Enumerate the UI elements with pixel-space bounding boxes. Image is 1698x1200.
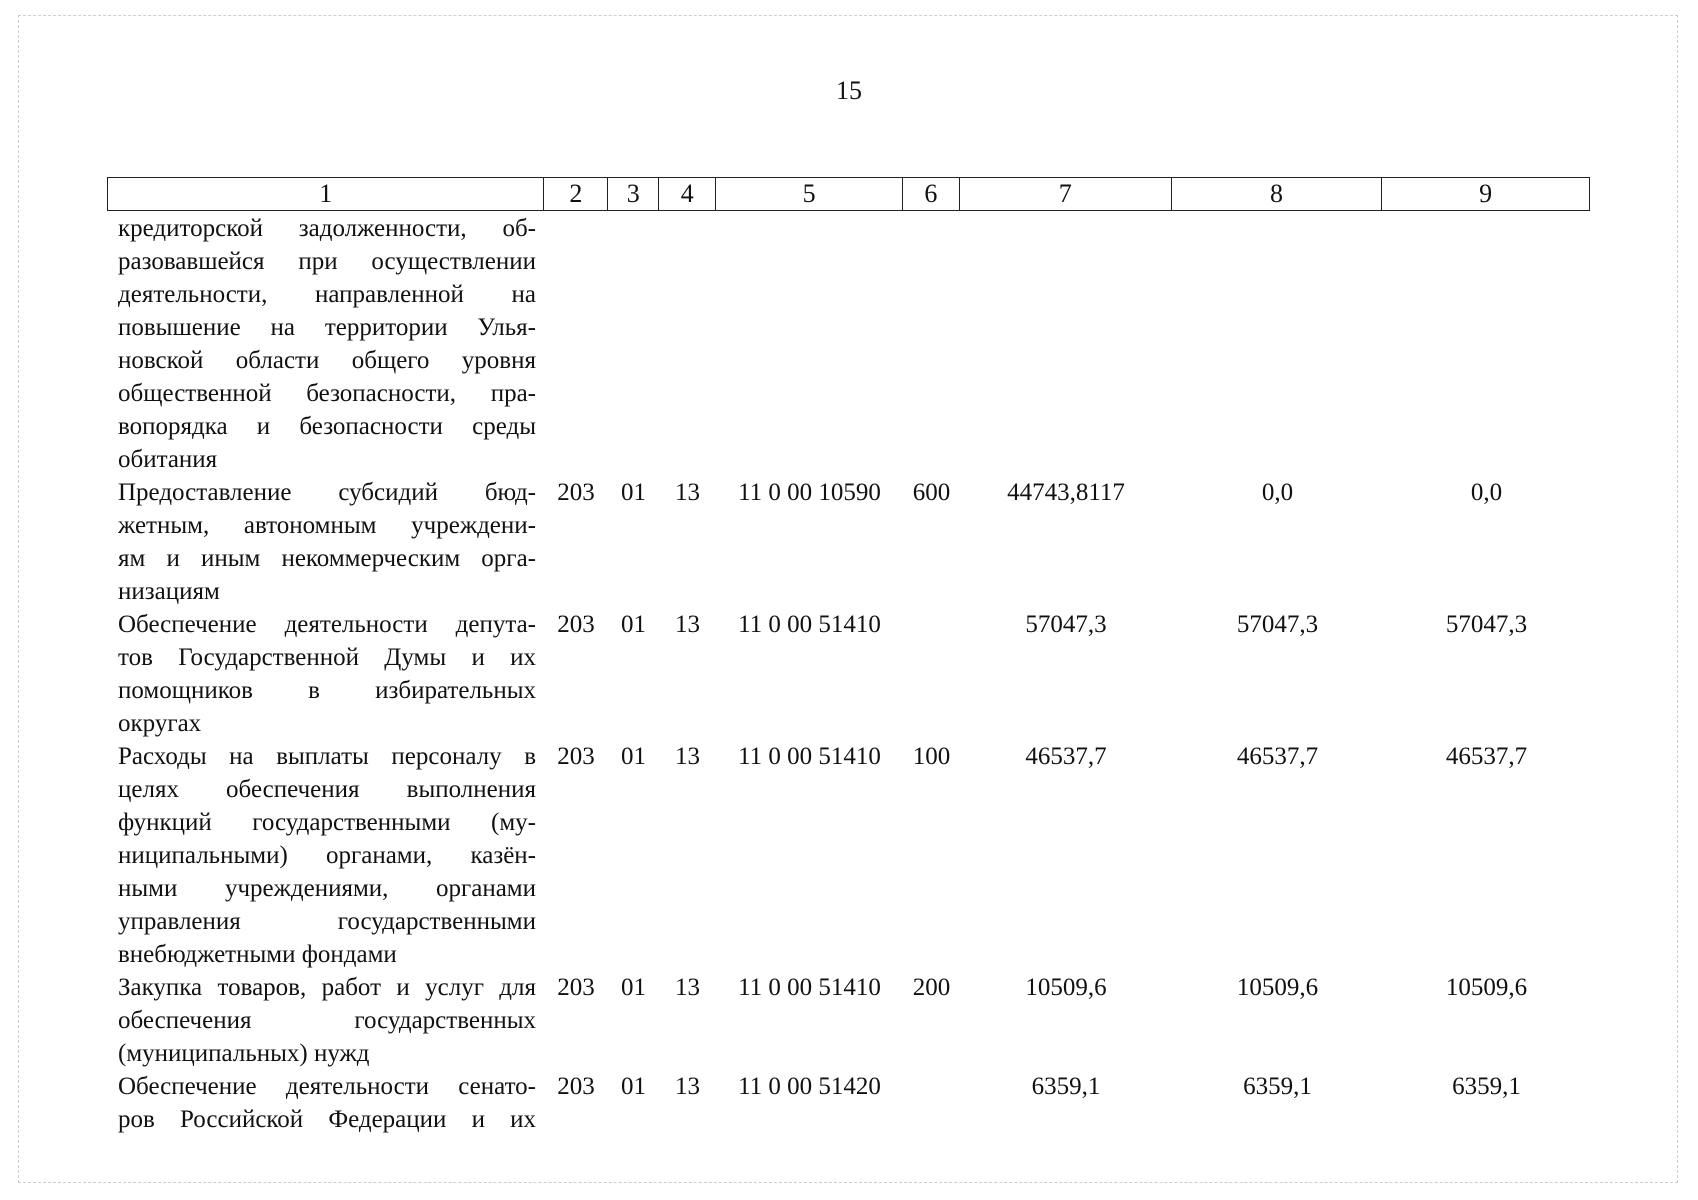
section-code: 203	[557, 611, 595, 638]
description-line: кредиторской задолженности, об-	[118, 215, 536, 242]
header-column-9: 9	[1479, 179, 1493, 208]
description-line: функций государственными (му-	[118, 809, 536, 836]
amount-year-3: 46537,7	[1445, 743, 1528, 770]
section-code: 203	[557, 479, 595, 506]
description-line: разовавшейся при осуществлении	[118, 248, 536, 275]
amount-year-2: 10509,6	[1236, 974, 1319, 1001]
budget-table-body	[107, 212, 1590, 1136]
amount-year-3: 0,0	[1470, 479, 1503, 506]
amount-year-2: 6359,1	[1243, 1073, 1312, 1100]
expense-type-code: 100	[912, 743, 951, 770]
table-row	[107, 608, 1590, 740]
description-line: Расходы на выплаты персоналу в	[118, 743, 536, 770]
table-header-row	[107, 177, 1590, 211]
description-line: управления государственными	[118, 908, 536, 935]
header-column-5: 5	[716, 178, 903, 210]
subsection-code: 01	[621, 1073, 646, 1100]
row-description	[107, 1070, 544, 1136]
description-line: помощников в избирательных	[118, 677, 536, 704]
amount-year-1: 6359,1	[1031, 1073, 1101, 1100]
table-row	[107, 476, 1590, 608]
header-column-1: 1	[108, 178, 544, 210]
header-column-3: 3	[608, 178, 659, 210]
table-row	[107, 1070, 1590, 1136]
description-line: обитания	[118, 446, 218, 473]
page-number: 15	[836, 76, 862, 105]
table-row	[107, 971, 1590, 1070]
section-code: 203	[557, 1073, 595, 1100]
description-line: ям и иным некоммерческим орга-	[118, 545, 536, 572]
row-description	[107, 476, 544, 608]
subsection-code-2: 13	[675, 611, 700, 638]
amount-year-3: 10509,6	[1445, 974, 1528, 1001]
description-line: деятельности, направленной на	[118, 281, 536, 308]
description-line: вопорядка и безопасности среды	[118, 413, 536, 440]
subsection-code: 01	[621, 611, 646, 638]
row-description	[107, 608, 544, 740]
description-line: тов Государственной Думы и их	[118, 644, 536, 671]
expense-type-code: 200	[912, 974, 951, 1001]
row-description	[107, 212, 544, 476]
amount-year-1: 44743,8117	[1007, 479, 1125, 506]
description-line: (муниципальных) нужд	[118, 1040, 370, 1067]
amount-year-1: 10509,6	[1025, 974, 1107, 1001]
header-column-8: 8	[1172, 178, 1383, 210]
amount-year-3: 57047,3	[1445, 611, 1528, 638]
header-column-4: 4	[659, 178, 716, 210]
amount-year-2: 57047,3	[1236, 611, 1319, 638]
description-line: внебюджетными фондами	[118, 941, 397, 968]
description-line: новской области общего уровня	[118, 347, 536, 374]
amount-year-2: 0,0	[1261, 479, 1294, 506]
table-row	[107, 212, 1590, 476]
description-line: ров Российской Федерации и их	[118, 1106, 536, 1133]
table-row	[107, 740, 1590, 971]
description-line: Предоставление субсидий бюд-	[118, 479, 536, 506]
section-code: 203	[557, 974, 595, 1001]
subsection-code: 01	[621, 479, 646, 506]
row-description	[107, 740, 544, 971]
amount-year-1: 57047,3	[1025, 611, 1107, 638]
expense-type-code: 600	[912, 479, 951, 506]
description-line: целях обеспечения выполнения	[118, 776, 536, 803]
header-column-7: 7	[960, 178, 1172, 210]
section-code: 203	[557, 743, 595, 770]
row-description	[107, 971, 544, 1070]
target-article-code: 11 0 00 51410	[738, 974, 881, 1001]
description-line: повышение на территории Улья-	[118, 314, 536, 341]
target-article-code: 11 0 00 51410	[738, 611, 881, 638]
subsection-code: 01	[621, 743, 646, 770]
amount-year-1: 46537,7	[1025, 743, 1107, 770]
description-line: Обеспечение деятельности депута-	[118, 611, 536, 638]
subsection-code: 01	[621, 974, 646, 1001]
description-line: низациям	[118, 578, 220, 605]
header-column-2: 2	[544, 178, 608, 210]
description-line: обеспечения государственных	[118, 1007, 536, 1034]
header-column-6: 6	[903, 178, 960, 210]
subsection-code-2: 13	[675, 743, 700, 770]
description-line: ниципальными) органами, казён-	[118, 842, 536, 869]
target-article-code: 11 0 00 10590	[738, 479, 881, 506]
description-line: общественной безопасности, пра-	[118, 380, 536, 407]
target-article-code: 11 0 00 51420	[738, 1073, 881, 1100]
description-line: Закупка товаров, работ и услуг для	[118, 974, 536, 1001]
subsection-code-2: 13	[675, 479, 700, 506]
subsection-code-2: 13	[675, 1073, 700, 1100]
description-line: жетным, автономным учреждени-	[118, 512, 536, 539]
description-line: Обеспечение деятельности сенато-	[118, 1073, 536, 1100]
description-line: ными учреждениями, органами	[118, 875, 536, 902]
description-line: округах	[118, 710, 202, 737]
subsection-code-2: 13	[675, 974, 700, 1001]
target-article-code: 11 0 00 51410	[738, 743, 881, 770]
amount-year-2: 46537,7	[1236, 743, 1319, 770]
amount-year-3: 6359,1	[1452, 1073, 1521, 1100]
